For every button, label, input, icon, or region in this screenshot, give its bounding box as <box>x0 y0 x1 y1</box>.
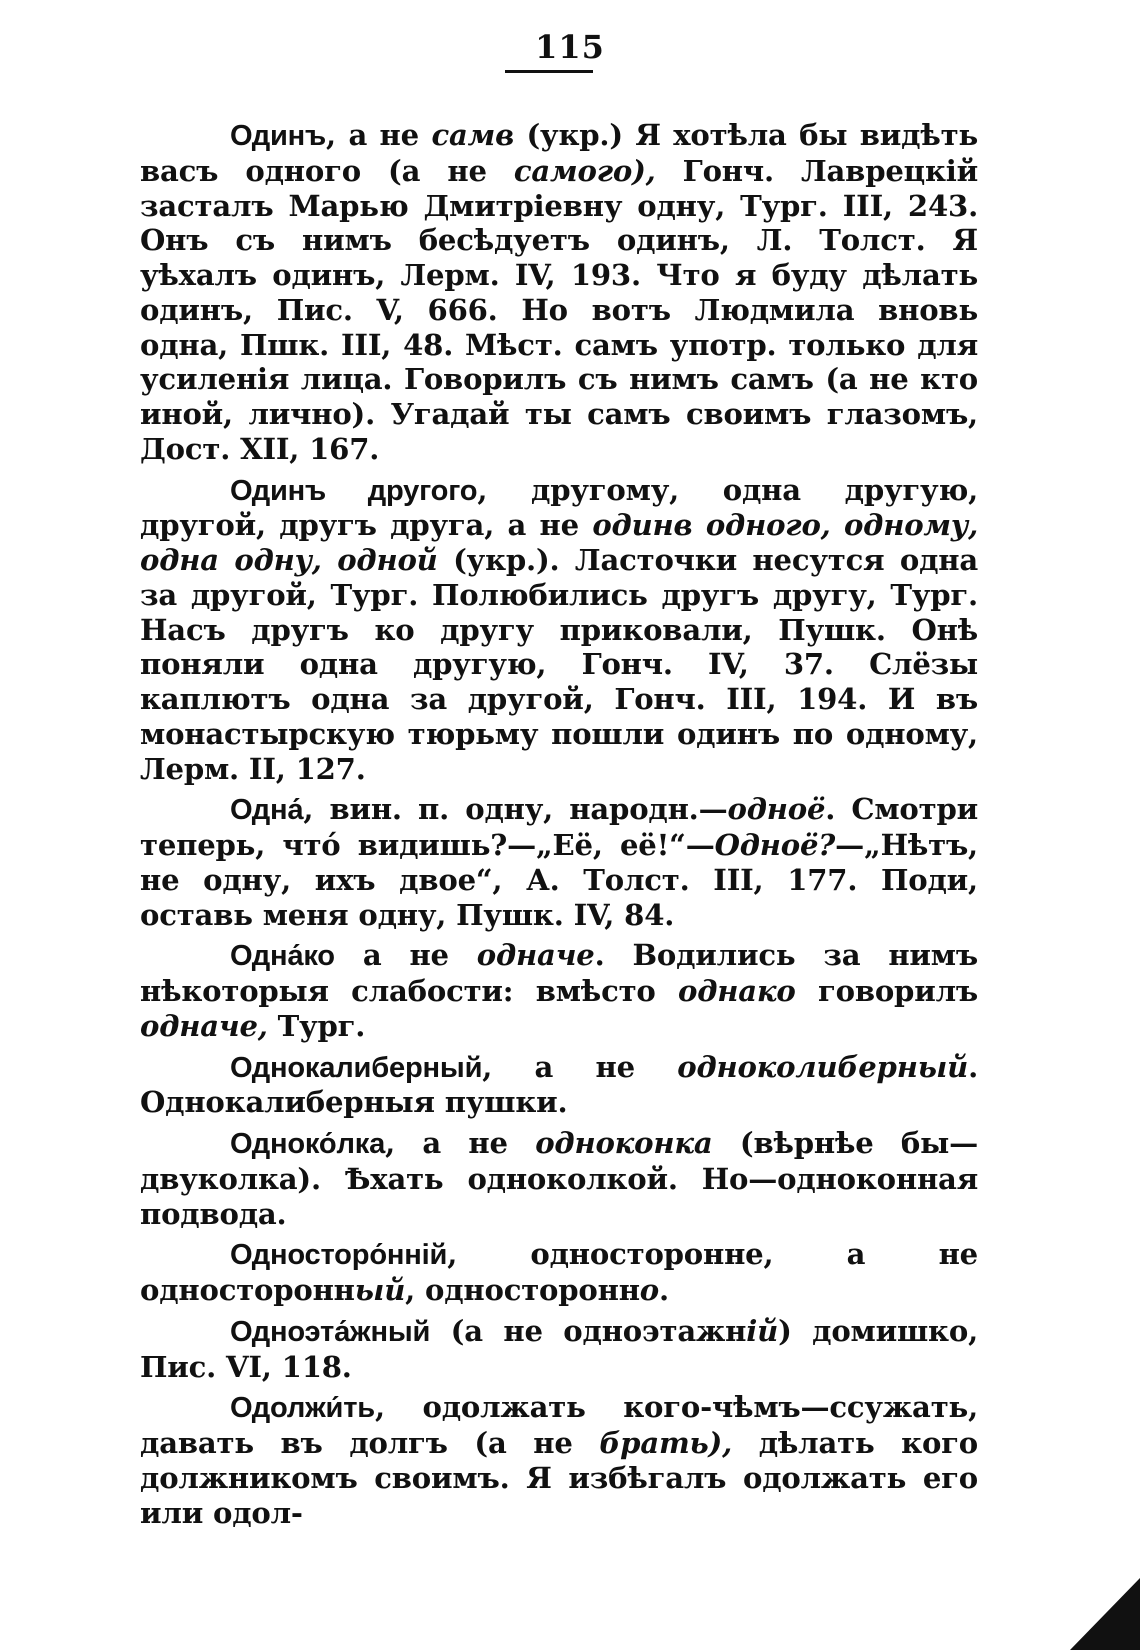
entry-italic-text: одинв одного, одному, одна одну, одной <box>140 508 978 577</box>
entry-text: . Водились за нимъ нѣкоторыя слабости: вмѣсто <box>140 938 978 1008</box>
entry-text: (укр.). Ласточки несутся одна за другой, Тург. Полюбились другъ другу, Тург. Насъ другъ ко другу приковали, Пушк. Онѣ поняли одна другую, Гонч. IV, 37. Слёзы каплютъ одна за другой, Гонч. III, 194. И въ монастырскую тюрьму пошли одинъ по одному, Лерм. II, 127. <box>140 543 979 786</box>
entry-italic-text: Одноё? <box>714 828 836 862</box>
entry-text: ) домишко, Пис. VI, 118. <box>140 1313 978 1384</box>
entry-text: . Однокалиберныя пушки. <box>140 1049 978 1120</box>
entry-text: говорилъ <box>795 974 979 1008</box>
entry-italic-text: самв <box>431 118 514 152</box>
entry-headword: Одноко́лка <box>230 1128 386 1160</box>
entry-text: а не <box>334 938 477 973</box>
dictionary-entry <box>140 792 978 932</box>
entry-text: , а не <box>482 1049 678 1084</box>
entry-italic-text: одначе, <box>140 1008 268 1043</box>
entry-headword: Односторо́нній <box>230 1239 448 1272</box>
entry-italic-text: одноколиберный <box>677 1049 969 1084</box>
entry-text: , другому, одна другую, другой, другъ друга, а не <box>140 472 979 543</box>
entry-text: —„Нѣтъ, не одну, ихъ двое“, А. Толст. III, 177. Поди, оставь меня одну, Пушк. IV, 84. <box>140 828 978 932</box>
page-number-underline <box>505 70 593 73</box>
entry-italic-text: одноё <box>727 792 826 827</box>
entry-text: , одолжать кого-чѣмъ—ссужать, давать въ долгъ (а не <box>140 1390 978 1460</box>
entry-headword: Одна́ <box>230 794 304 827</box>
dictionary-entry <box>140 1390 978 1530</box>
dictionary-entry <box>140 938 978 1043</box>
dictionary-entry <box>140 473 978 787</box>
entry-italic-text: ій <box>746 1313 779 1348</box>
entry-text: Тург. <box>267 1008 366 1043</box>
entry-italic-text: одначе <box>476 938 595 973</box>
entry-italic-text: брать), <box>599 1426 733 1460</box>
dictionary-entry <box>140 1314 978 1385</box>
page-corner-mark <box>1070 1578 1140 1650</box>
entry-text: дѣлать кого должникомъ своимъ. Я избѣгалъ одолжать его или одол- <box>140 1426 978 1530</box>
dictionary-entry <box>140 1050 978 1121</box>
dictionary-text <box>140 118 978 1536</box>
dictionary-entry <box>140 1126 978 1231</box>
entry-text: . <box>659 1273 669 1307</box>
entry-italic-text: самого), <box>513 153 656 188</box>
entry-headword: Однокалиберный <box>230 1051 483 1084</box>
entry-text: , вин. п. одну, народн.— <box>303 792 728 827</box>
entry-text: (вѣрнѣе бы— двуколка). Ѣхать одноколкой. Но—одноконная подвода. <box>140 1126 978 1231</box>
entry-headword: Одолжи́ть <box>230 1392 375 1425</box>
entry-headword: Одинъ <box>230 120 327 152</box>
entry-text: , односторонне, а не односторонн <box>140 1237 978 1307</box>
entry-headword: Одноэта́жный <box>230 1315 431 1348</box>
entry-text: , а не <box>326 118 432 152</box>
entry-text: , односторонн <box>405 1273 640 1307</box>
entry-italic-text: о <box>639 1273 660 1307</box>
dictionary-entry <box>140 1237 978 1308</box>
entry-text: , а не <box>385 1126 536 1160</box>
entry-text: (а не одноэтажн <box>430 1313 747 1348</box>
entry-headword: Одинъ другого <box>230 474 478 507</box>
entry-text: (укр.) Я хотѣла бы видѣть васъ одного (а не <box>140 118 978 188</box>
entry-italic-text: ый <box>354 1273 406 1307</box>
page-number: 115 <box>535 28 605 66</box>
entry-text: . Смотри теперь, что́ видишь?—„Её, её!“— <box>140 792 978 862</box>
entry-italic-text: однако <box>678 974 796 1008</box>
dictionary-entry <box>140 118 978 467</box>
entry-italic-text: одноконка <box>535 1126 713 1160</box>
entry-headword: Одна́ко <box>230 940 335 973</box>
entry-text: Гонч. Лаврецкій засталъ Марью Дмитріевну одну, Тург. III, 243. Онъ съ нимъ бесѣдуетъ одинъ, Л. Толст. Я уѣхалъ одинъ, Лерм. IV, 193. Что я буду дѣлать одинъ, Пис. V, 666. Но вотъ Людмила вновь одна, Пшк. III, 48. Мѣст. самъ употр. только для усиленія лица. Говорилъ съ нимъ самъ (а не кто иной, лично). Угадай ты самъ своимъ глазомъ, Дост. XII, 167. <box>140 153 978 466</box>
